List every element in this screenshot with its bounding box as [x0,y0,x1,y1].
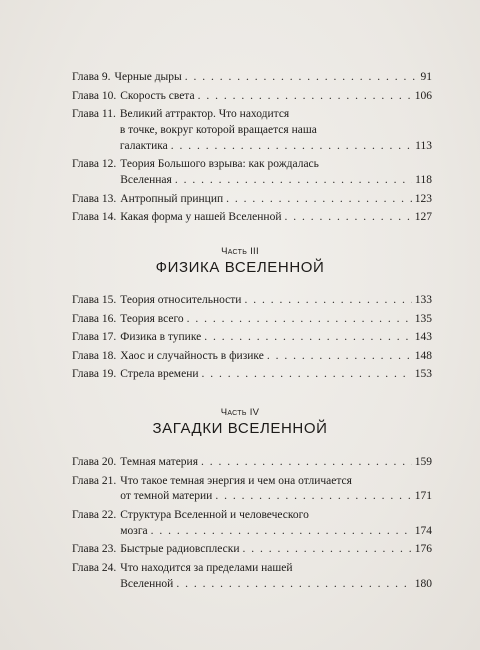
chapter-title-line [120,312,432,328]
toc-entry [72,210,432,226]
chapter-title [120,349,432,365]
chapter-title [120,89,432,105]
chapter-title-text: в точке, вокруг которой вращается наша [119,123,317,136]
chapter-title-line [120,293,432,309]
chapter-title-line [120,349,432,365]
toc-entry [72,157,432,189]
part-title: ЗАГАДКИ ВСЕЛЕННОЙ [152,420,328,437]
toc-entry [72,192,432,208]
page-number: 174 [414,524,432,537]
chapter-title-text: Черные дыры [114,71,182,83]
chapter-title-line [120,524,432,540]
toc-entry [72,70,432,86]
toc-entry [72,107,432,154]
part-label: Часть IV [220,407,260,418]
toc-block-part-2 [72,70,432,226]
chapter-title [115,70,432,86]
chapter-title-text: Темная материя [120,456,198,468]
page-number: 91 [420,71,432,83]
toc-entry [72,508,432,540]
chapter-title [120,157,432,189]
part-heading-4 [0,407,480,437]
page-number: 118 [415,174,432,187]
chapter-title [120,210,432,226]
page-number: 106 [414,89,432,102]
page-number: 143 [414,331,432,344]
page-number: 180 [414,577,432,590]
page-number: 127 [414,211,432,224]
dot-leader [243,542,412,558]
chapter-title-text: галактика [119,139,168,152]
toc-entry [72,293,432,309]
dot-leader [175,173,412,189]
chapter-number: Глава 23. [72,543,117,556]
chapter-number: Глава 19. [72,368,117,381]
chapter-title-text: Какая форма у нашей Вселенной [120,211,282,224]
toc-entry [72,455,432,471]
chapter-title-text: Великий аттрактор. Что находится [119,108,290,121]
chapter-number: Глава 11. [72,108,116,121]
chapter-title [120,542,432,558]
chapter-title-text: Что находится за пределами нашей [120,561,293,574]
toc-entry [72,561,432,593]
dot-leader [226,192,412,208]
chapter-number: Глава 17. [72,331,117,344]
chapter-title-line [120,542,432,558]
dot-leader [267,349,412,365]
dot-leader [244,293,411,309]
chapter-number: Глава 15. [72,294,117,306]
dot-leader [198,89,412,105]
chapter-title-text: Вселенная [120,174,172,187]
chapter-number: Глава 10. [72,89,117,102]
page-number: 153 [414,368,432,381]
chapter-title-line [120,210,432,226]
chapter-number: Глава 16. [72,312,117,325]
chapter-title-text: от темной материи [120,490,213,503]
page-number: 133 [414,294,432,306]
chapter-title-line [120,330,432,346]
part-title: ФИЗИКА ВСЕЛЕННОЙ [155,259,325,276]
toc-entry [72,89,432,105]
chapter-number: Глава 12. [72,158,117,171]
toc-entry [72,367,432,383]
chapter-title-line [120,367,432,383]
chapter-title-text: Быстрые радиовсплески [120,543,240,556]
page-number: 171 [414,490,432,503]
chapter-title [120,312,432,328]
chapter-title [120,330,432,346]
toc-entry [72,349,432,365]
chapter-title [120,455,432,471]
chapter-title-text: Вселенной [120,577,174,590]
dot-leader [151,524,412,540]
chapter-title-text: Стрела времени [120,368,199,381]
chapter-number: Глава 20. [72,456,117,468]
toc-block-part-3 [72,293,432,383]
dot-leader [284,210,411,226]
dot-leader [171,139,412,155]
chapter-title-text: Скорость света [120,89,195,102]
chapter-title [120,192,432,208]
chapter-title [120,474,432,506]
chapter-title-text: Структура Вселенной и человеческого [120,508,309,521]
dot-leader [185,70,418,86]
chapter-title-line [120,561,432,577]
page-number: 159 [414,456,432,468]
chapter-title [120,107,432,154]
page-number: 123 [414,192,432,205]
part-heading-3 [0,246,480,276]
chapter-title-text: Что такое темная энергия и чем она отличается [120,474,352,487]
dot-leader [187,312,412,328]
page-number: 113 [415,139,432,152]
chapter-title [120,561,432,593]
dot-leader [202,367,412,383]
toc-entry [72,474,432,506]
chapter-title-line [120,455,432,471]
chapter-number: Глава 18. [72,349,117,362]
toc-block-part-4 [72,455,432,593]
chapter-title-line [120,157,432,173]
chapter-number: Глава 21. [72,474,117,487]
chapter-title-text: мозга [120,524,148,537]
chapter-title-line [120,508,432,524]
chapter-title [120,367,432,383]
chapter-number: Глава 22. [72,508,117,521]
chapter-title [120,293,432,309]
chapter-title-line [120,89,432,105]
dot-leader [204,330,412,346]
dot-leader [201,455,412,471]
page-number: 148 [414,349,432,362]
chapter-title-line [120,192,432,208]
page-number: 135 [414,312,432,325]
chapter-title-line [120,577,432,593]
chapter-title-text: Хаос и случайность в физике [120,349,264,362]
page-number: 176 [414,543,432,556]
chapter-title-line [120,123,432,139]
dot-leader [215,489,411,505]
chapter-title-line [120,173,432,189]
chapter-title-line [120,139,432,155]
chapter-number: Глава 9. [72,71,111,83]
chapter-title-line [115,70,432,86]
toc-entry [72,542,432,558]
chapter-title-text: Теория Большого взрыва: как рождалась [120,158,319,171]
chapter-title-text: Физика в тупике [120,331,202,344]
chapter-number: Глава 13. [72,192,117,205]
chapter-title-line [120,474,432,490]
chapter-title-text: Теория относительности [120,294,242,306]
chapter-title-text: Антропный принцип [120,192,224,205]
chapter-title-line [120,107,432,123]
chapter-number: Глава 14. [72,211,117,224]
chapter-title [120,508,432,540]
chapter-number: Глава 24. [72,561,117,574]
toc-entry [72,312,432,328]
part-label: Часть III [221,246,259,257]
chapter-title-line [120,489,432,505]
chapter-title-text: Теория всего [120,312,184,325]
dot-leader [176,577,411,593]
toc-entry [72,330,432,346]
